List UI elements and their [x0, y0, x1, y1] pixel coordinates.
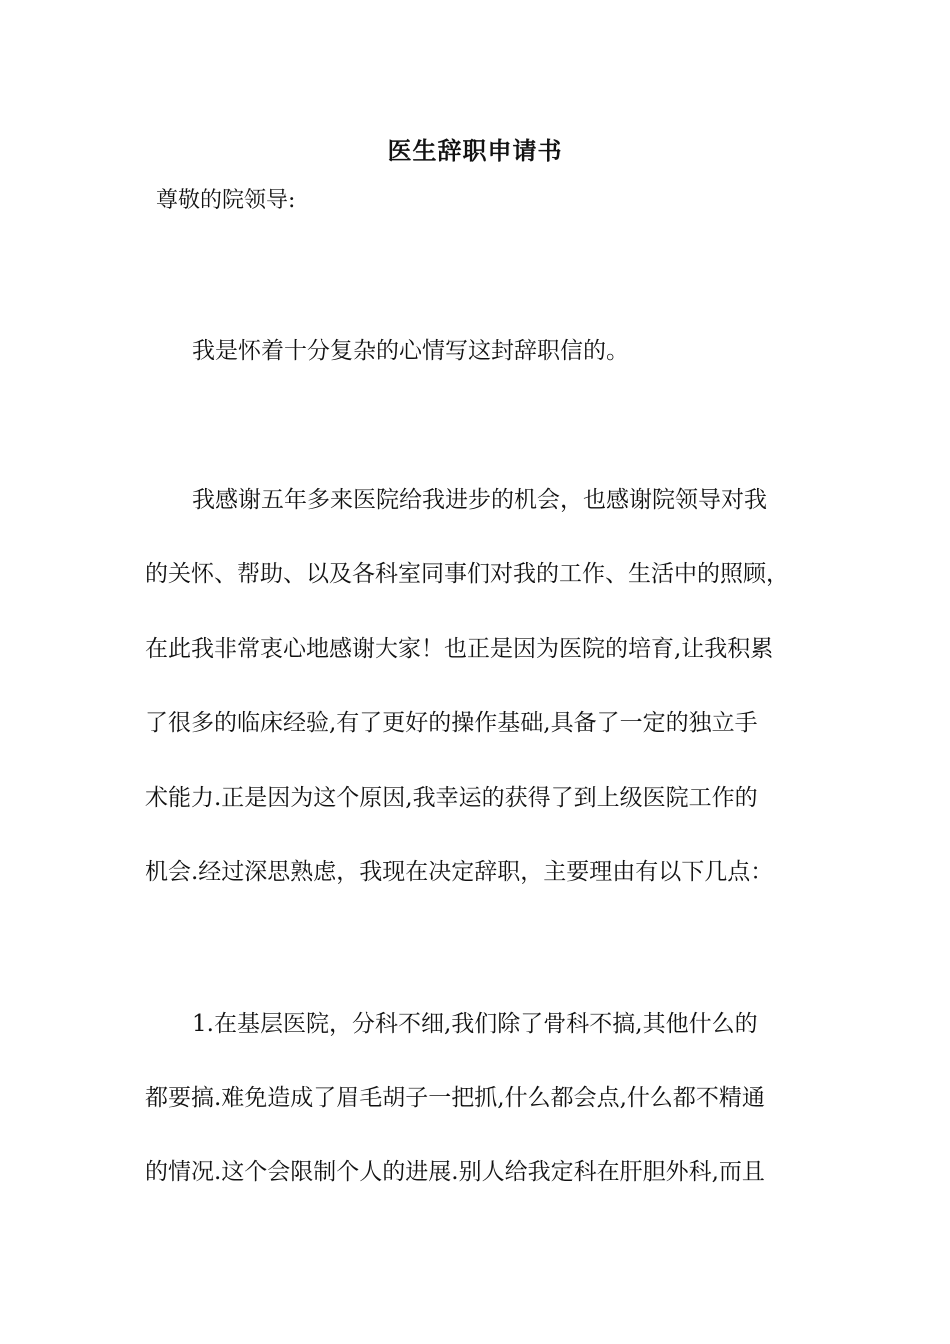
paragraph-1-line-1: 我是怀着十分复杂的心情写这封辞职信的。: [192, 338, 629, 364]
document-title: 医生辞职申请书: [387, 136, 563, 165]
paragraph-2-line-1: 我感谢五年多来医院给我进步的机会，也感谢院领导对我: [192, 487, 767, 513]
paragraph-2-line-6: 机会.经过深思熟虑，我现在决定辞职，主要理由有以下几点：: [145, 859, 774, 885]
paragraph-2-line-2: 的关怀、帮助、以及各科室同事们对我的工作、生活中的照顾，: [145, 561, 789, 587]
paragraph-2-line-4: 了很多的临床经验,有了更好的操作基础,具备了一定的独立手: [145, 710, 758, 736]
paragraph-3-line-1: 1.在基层医院，分科不细,我们除了骨科不搞,其他什么的: [192, 1011, 758, 1037]
paragraph-2-line-3: 在此我非常衷心地感谢大家！也正是因为医院的培育,让我积累: [145, 636, 774, 662]
paragraph-3-line-2: 都要搞.难免造成了眉毛胡子一把抓,什么都会点,什么都不精通: [145, 1085, 765, 1111]
paragraph-3-line-3: 的情况.这个会限制个人的进展.别人给我定科在肝胆外科,而且: [145, 1159, 765, 1185]
salutation: 尊敬的院领导:: [156, 188, 296, 213]
paragraph-2-line-5: 术能力.正是因为这个原因,我幸运的获得了到上级医院工作的: [145, 785, 758, 811]
